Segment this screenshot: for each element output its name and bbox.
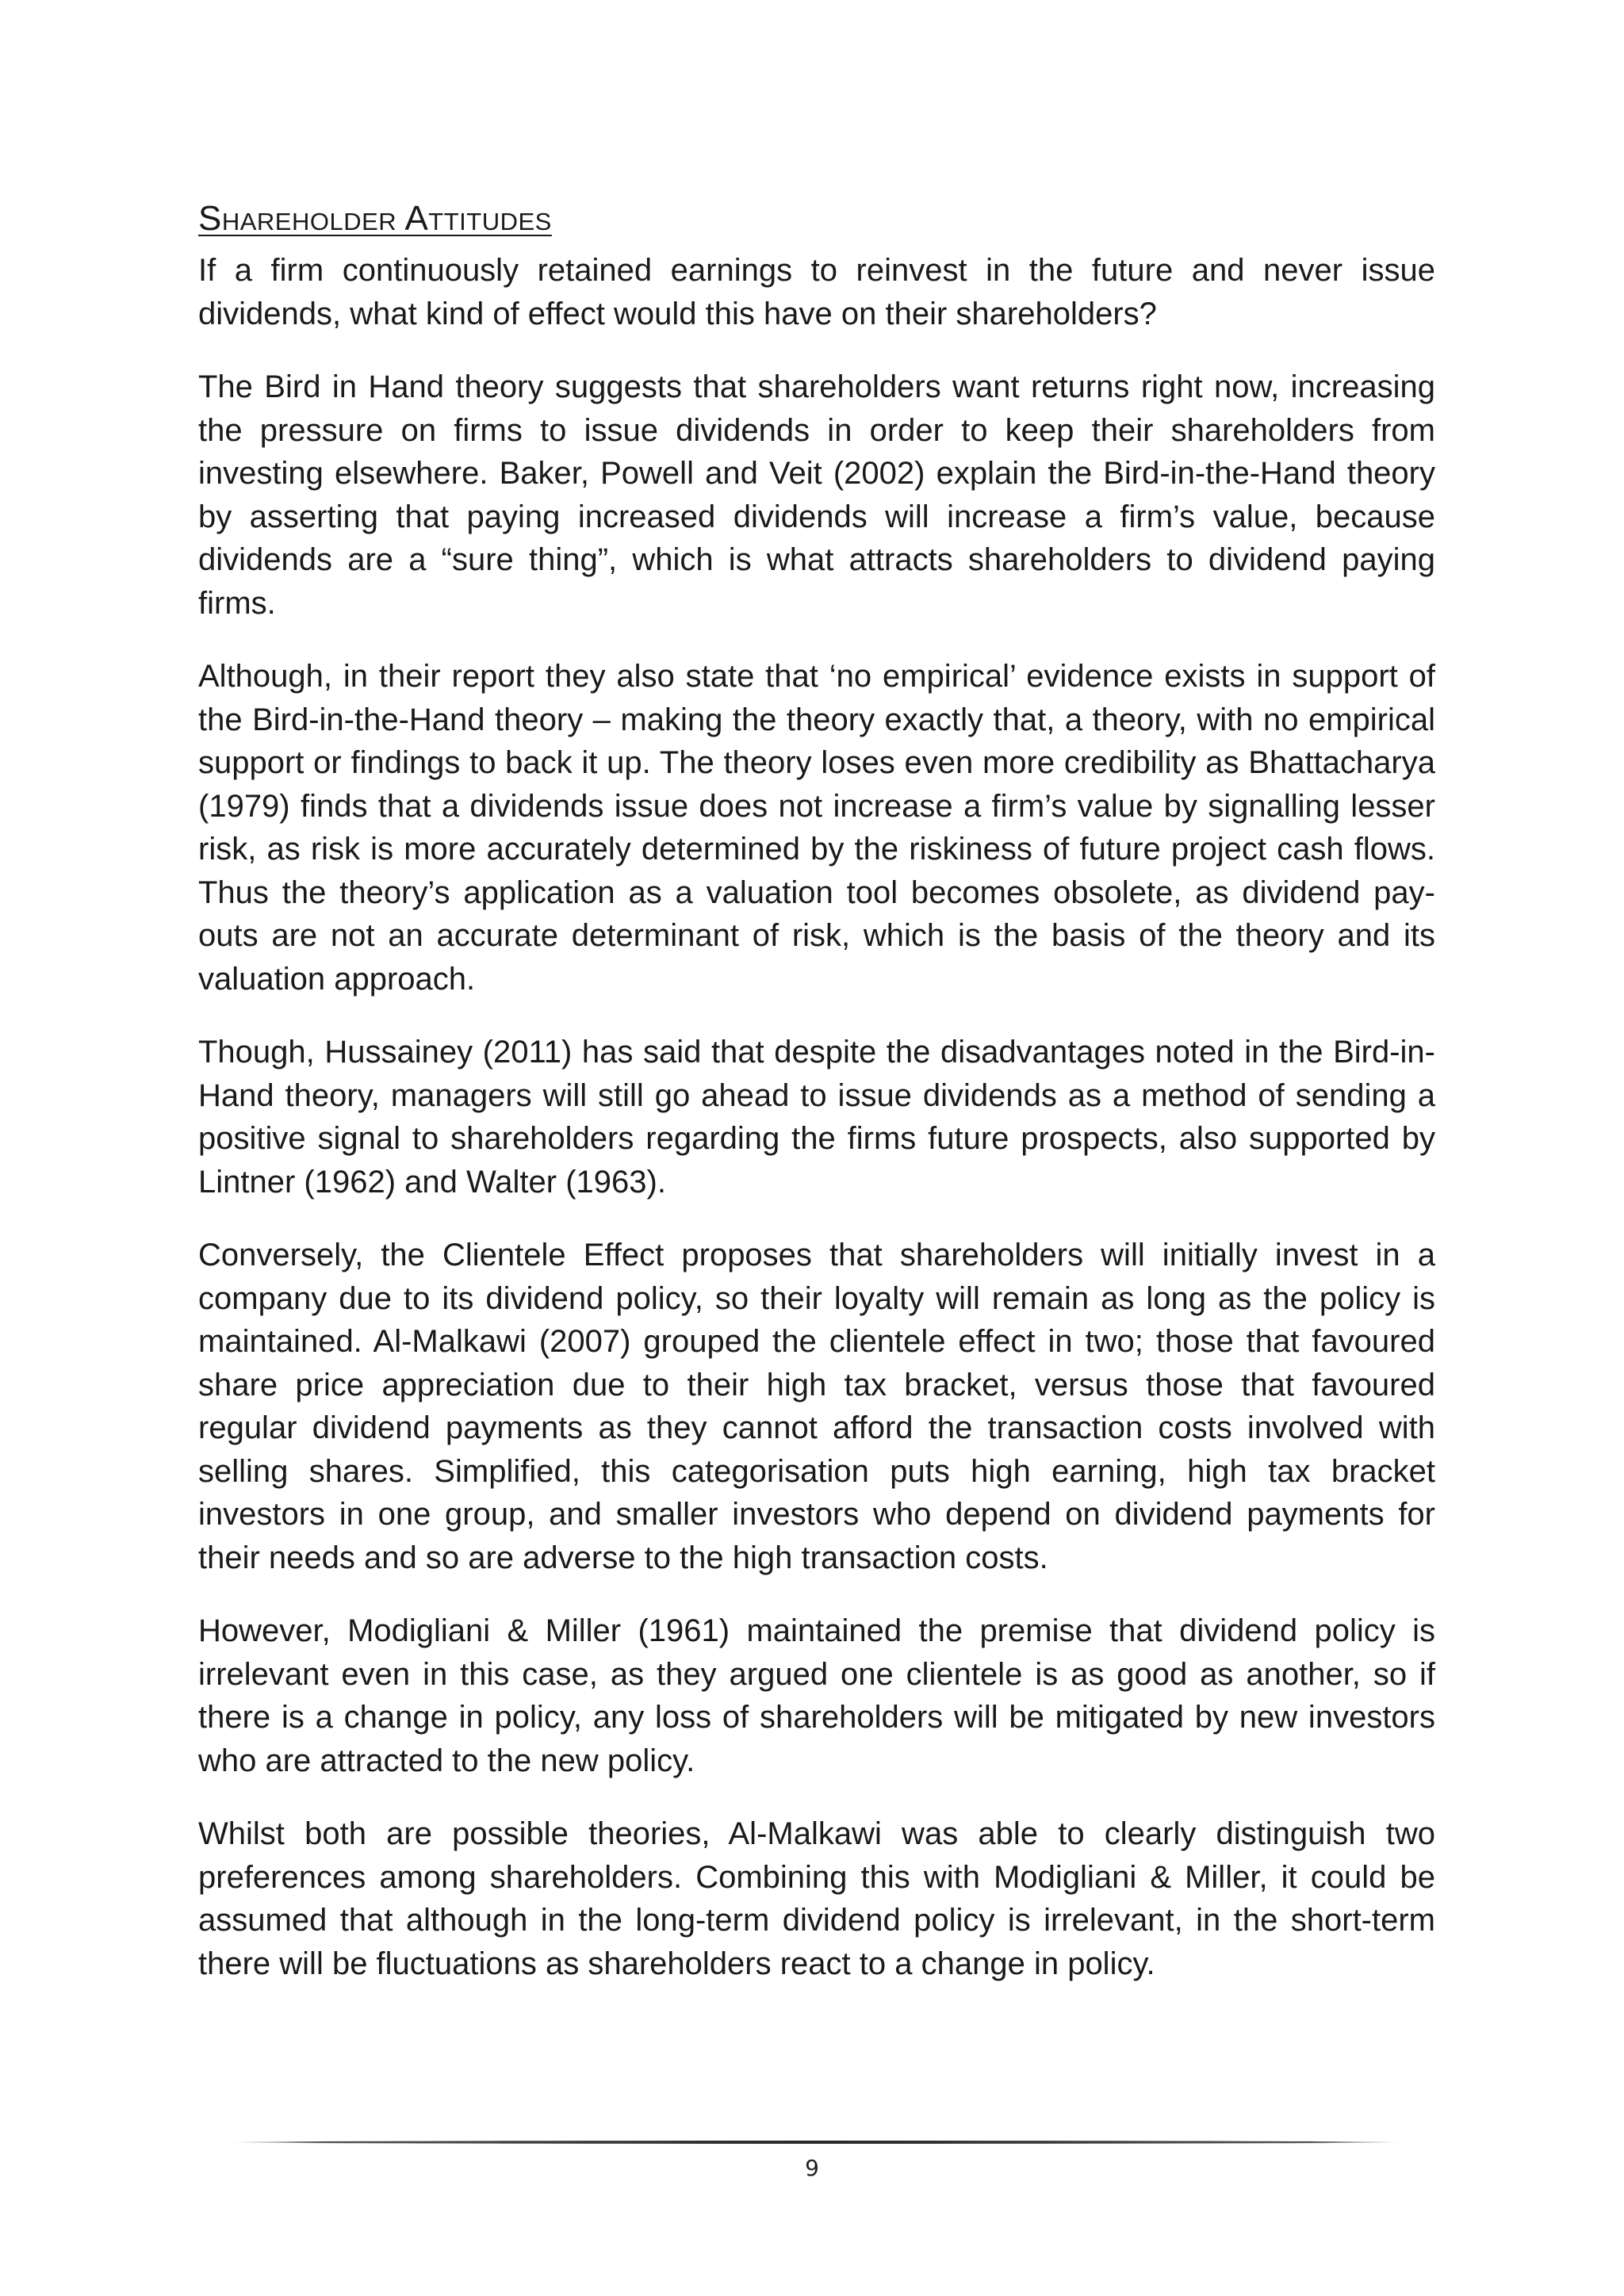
footer-divider [230,2141,1404,2144]
paragraph-4: Though, Hussainey (2011) has said that despite the disadvantages noted in the Bird-in-Hand theory, managers will still go ahead to issue dividends as a method of sending a positive signal to shareholders regarding the firms future prospects, also supported by Lintner (1962) and Walter (1963). [198,1035,1435,1200]
section-heading: Shareholder Attitudes [198,199,552,238]
paragraph-1: If a firm continuously retained earnings to reinvest in the future and never issue dividends, what kind of effect would this have on their shareholders? [198,253,1435,331]
paragraph-3: Although, in their report they also state that ‘no empirical’ evidence exists in support of the Bird-in-the-Hand theory – making the theory exactly that, a theory, with no empirical support or findings to back it up. The theory loses even more credibility as Bhattacharya (1979) finds that a dividends issue does not increase a firm’s value by signalling lesser risk, as risk is more accurately determined by the riskiness of future project cash flows. Thus the theory’s application as a valuation tool becomes obsolete, as dividend pay-outs are not an accurate determinant of risk, which is the basis of the theory and its valuation approach. [198,659,1435,997]
page-body [198,197,1435,2015]
paragraph-2: The Bird in Hand theory suggests that shareholders want returns right now, increasing the pressure on firms to issue dividends in order to keep their shareholders from investing elsewhere. Baker, Powell and Veit (2002) explain the Bird-in-the-Hand theory by asserting that paying increased dividends will increase a firm’s value, because dividends are a “sure thing”, which is what attracts shareholders to dividend paying firms. [198,369,1435,621]
paragraph-5: Conversely, the Clientele Effect proposes that shareholders will initially invest in a company due to its dividend policy, so their loyalty will remain as long as the policy is maintained. Al-Malkawi (2007) grouped the clientele effect in two; those that favoured share price appreciation due to their high tax bracket, versus those that favoured regular dividend payments as they cannot afford the transaction costs involved with selling shares. Simplified, this categorisation puts high earning, high tax bracket investors in one group, and smaller investors who depend on dividend payments for their needs and so are adverse to the high transaction costs. [198,1238,1435,1575]
page-number: 9 [805,2155,819,2181]
paragraph-7: Whilst both are possible theories, Al-Malkawi was able to clearly distinguish two preferences among shareholders. Combining this with Modigliani & Miller, it could be assumed that although in the long-term dividend policy is irrelevant, in the short-term there will be fluctuations as shareholders react to a change in policy. [198,1816,1435,1981]
paragraph-6: However, Modigliani & Miller (1961) maintained the premise that dividend policy is irrelevant even in this case, as they argued one clientele is as good as another, so if there is a change in policy, any loss of shareholders will be mitigated by new investors who are attracted to the new policy. [198,1613,1435,1778]
